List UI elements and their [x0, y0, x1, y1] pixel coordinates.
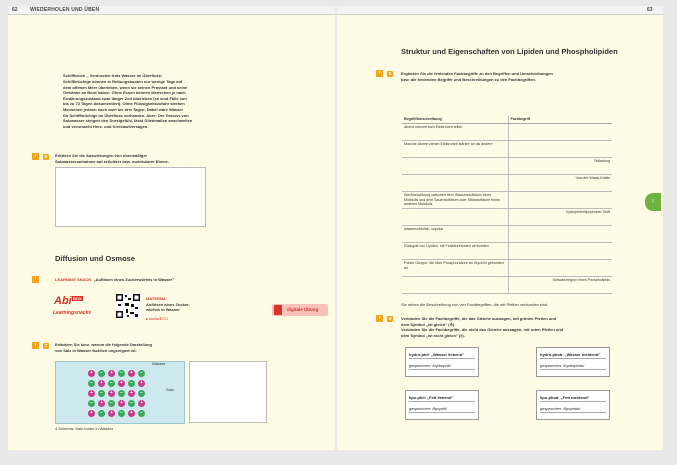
task-6-text: Erklären Sie die Auswirkungen von übermäßiger Salzwasseraufnahme auf zellulärer bzw. molekularer Ebene. — [55, 153, 169, 164]
term-card-hydrophob[interactable]: hydro-phob: „Wasser meidend" gesprochen: /hydrophob/ — [536, 347, 610, 377]
page-title: Struktur und Eigenschaften von Lipiden und Phospholipiden — [401, 47, 618, 56]
chloride-ion: − — [98, 390, 105, 397]
table-row — [402, 260, 612, 277]
task-8-number: 8 — [388, 71, 392, 76]
description-cell: Polare Gruppe, die über Phosphorsäure an Glycerin gebunden ist — [402, 260, 508, 277]
sodium-ion: + — [108, 390, 115, 397]
sodium-ion: + — [88, 410, 95, 417]
chloride-ion: − — [88, 400, 95, 407]
table-row — [402, 226, 612, 243]
chapter-side-tab[interactable]: I — [645, 193, 661, 211]
right-header-bar — [337, 6, 663, 15]
learning-snack-line: LEARNING SNACK: „Auflösen eines Zuckerwürfels in Wasser" — [55, 277, 175, 282]
abibox-logo: Abi BOX Learningsnacks — [53, 295, 92, 316]
term-cell[interactable] — [508, 243, 612, 260]
qr-code-icon[interactable] — [115, 293, 141, 319]
salt-label: Salz — [166, 387, 174, 392]
task-9-number: 9 — [388, 316, 392, 321]
terms-table — [402, 116, 612, 294]
term-cell[interactable] — [508, 191, 612, 208]
chloride-ion: − — [98, 370, 105, 377]
term-cell[interactable] — [508, 260, 612, 277]
task-7-text: Erläutern Sie kurz, warum die folgende Darstellung von Salz in Wasser fachlich ungeeignet ist. — [55, 342, 152, 353]
sodium-ion: + — [128, 370, 135, 377]
column-header: Fachbegriff — [508, 116, 612, 123]
task-8-text: Ergänzen Sie die fehlenden Fachbegriffe zu den Begriffen und Umschreibungen bzw. die fehlenden Begriffe und Beschreibungen zu den Fachbegriffen. — [401, 71, 553, 82]
table-row — [402, 277, 612, 294]
chloride-ion: − — [98, 410, 105, 417]
task-arrow-icon: › — [32, 153, 39, 160]
page-number-left: 62 — [12, 7, 18, 13]
intro-line: Schiffbrüchige können in Rettungsbooten nur wenige Tage auf — [63, 79, 183, 84]
chloride-ion: − — [138, 410, 145, 417]
description-cell[interactable] — [402, 157, 508, 174]
description-cell: wasserunlöslich, unpolar — [402, 226, 508, 243]
chloride-ion: − — [138, 370, 145, 377]
diffusion-heading: Diffusion und Osmose — [55, 254, 136, 263]
task-arrow-icon: › — [32, 276, 39, 283]
table-row — [402, 174, 612, 191]
description-cell: Atome können sich Elektronen teilen — [402, 123, 508, 140]
term-cell[interactable] — [508, 140, 612, 157]
description-cell[interactable] — [402, 174, 508, 191]
task-arrow-icon: › — [376, 315, 383, 322]
intro-line: Ernährungszustand zwar länger Zeit überleben (es sind Fälle von — [63, 95, 187, 101]
table-row — [402, 243, 612, 260]
intro-line: Menschen jedoch nach zwei bis drei Tagen. Dabei wäre Wasser — [63, 106, 184, 112]
chloride-ion: − — [88, 380, 95, 387]
intro-line: Salzwasser steigert den Durstgefühl, lässt Gliedmaßen anschwellen — [63, 118, 193, 124]
table-row — [402, 123, 612, 140]
term-card-lipophob[interactable]: lipo-phob: „Fett meidend" gesprochen: /lipophob/ — [536, 390, 610, 420]
chloride-ion: − — [128, 380, 135, 387]
term-card-lipophil[interactable]: lipo-phil: „Fett liebend" gesprochen: /lipophil/ — [405, 390, 479, 420]
figure-caption: 4 Schema: Salz-Ionen in Wasser — [55, 426, 114, 431]
chloride-ion: − — [128, 400, 135, 407]
task-7-answer-box[interactable] — [189, 361, 267, 423]
task-7-number: 7 — [44, 343, 48, 348]
table-row — [402, 191, 612, 208]
chloride-ion: − — [118, 370, 125, 377]
sodium-ion: + — [108, 410, 115, 417]
task-8-footer: Sie sehen die Beschreibung von vier Fachbegriffen, die mit Pfeilen verbunden sind. — [401, 302, 549, 307]
left-header-bar — [8, 6, 335, 15]
chloride-ion: − — [118, 410, 125, 417]
term-cell[interactable] — [508, 123, 612, 140]
sodium-ion: + — [88, 390, 95, 397]
chloride-ion: − — [118, 390, 125, 397]
term-card-hydrophil[interactable]: hydro-phil: „Wasser liebend" gesprochen: /hydrophil/ — [405, 347, 479, 377]
task-6-answer-box[interactable] — [55, 167, 206, 227]
sodium-ion: + — [138, 380, 145, 387]
intro-line: für Schiffbrüchige im Überfluss vorhanden. Aber: Der Genuss von — [63, 112, 189, 118]
sodium-ion: + — [128, 410, 135, 417]
task-arrow-icon: › — [376, 70, 383, 77]
tablet-icon — [274, 305, 282, 315]
intro-line: bis zu 73 Tagen dokumentiert). Ohne Flüssigkeitszufuhr sterben — [63, 101, 185, 107]
intro-line: dem offenen Meer überleben, wenn sie keinen Proviant und keine — [63, 84, 188, 90]
sodium-ion: + — [98, 380, 105, 387]
table-row — [402, 209, 612, 226]
section-title: WIEDERHOLEN UND ÜBEN — [30, 7, 100, 13]
sodium-ion: + — [98, 400, 105, 407]
left-page — [8, 6, 335, 450]
task-6-number: 6 — [44, 154, 48, 159]
chloride-ion: − — [108, 380, 115, 387]
term-cell: Teilladung — [508, 157, 612, 174]
term-cell: Schwanzregion eines Phospholipids — [508, 277, 612, 294]
salt-water-figure — [55, 361, 185, 424]
term-cell: Van-der-Waals-Kräfte — [508, 174, 612, 191]
sodium-ion: + — [108, 370, 115, 377]
description-cell: Wechselwirkung zwischen dem Wasserstoffatom eines Moleküls und dem Sauerstoffatom oder Stickstoffatom eines anderen Moleküls — [402, 191, 508, 208]
term-cell: hydrophiler/lipophober Stoff — [508, 209, 612, 226]
chloride-ion: − — [108, 400, 115, 407]
material-info: MATERIAL Auflösen eines Zucker- würfels in Wasser ▸ sta6wECO — [146, 296, 191, 321]
intro-line: und verursacht Herz- und Kreislaufversagen. — [63, 123, 149, 129]
table-row — [402, 140, 612, 157]
sodium-ion: + — [118, 400, 125, 407]
page-number-right: 63 — [647, 7, 653, 13]
table-header-row — [402, 116, 612, 123]
water-label: Wasser — [152, 361, 166, 366]
description-cell: Rückgrat von Lipiden, mit Fettsäureresten verbunden — [402, 243, 508, 260]
description-cell: Manche Atome ziehen Elektronen stärker an als andere — [402, 140, 508, 157]
sodium-ion: + — [128, 390, 135, 397]
intro-line: Getränke an Bord haben. Ohne Essen können Menschen je nach — [63, 90, 186, 96]
chloride-ion: − — [138, 390, 145, 397]
description-cell[interactable] — [402, 209, 508, 226]
table-row — [402, 157, 612, 174]
digital-exercise-button[interactable]: digitale Übung — [272, 304, 328, 316]
intro-heading: Schiffbruch – Verdursten trotz Wasser im Überfluss: — [63, 73, 163, 78]
term-cell[interactable] — [508, 226, 612, 243]
sodium-ion: + — [118, 380, 125, 387]
column-header: Begriff/Umschreibung — [402, 116, 508, 123]
sodium-ion: + — [138, 400, 145, 407]
task-arrow-icon: › — [32, 342, 39, 349]
intro-text — [63, 79, 313, 129]
description-cell[interactable] — [402, 277, 508, 294]
sodium-ion: + — [88, 370, 95, 377]
task-9-text: Verbinden Sie die Fachbegriffe, die das Gleiche aussagen, mit grünen Pfeilen und dem Symbol „ist gleich" (≙). Verbinden Sie die Fachbegriffe, die nicht das Gleiche aussagen, mit roten Pfeilen und dem Symbol „ist nicht gleich" (≠). — [401, 316, 564, 338]
